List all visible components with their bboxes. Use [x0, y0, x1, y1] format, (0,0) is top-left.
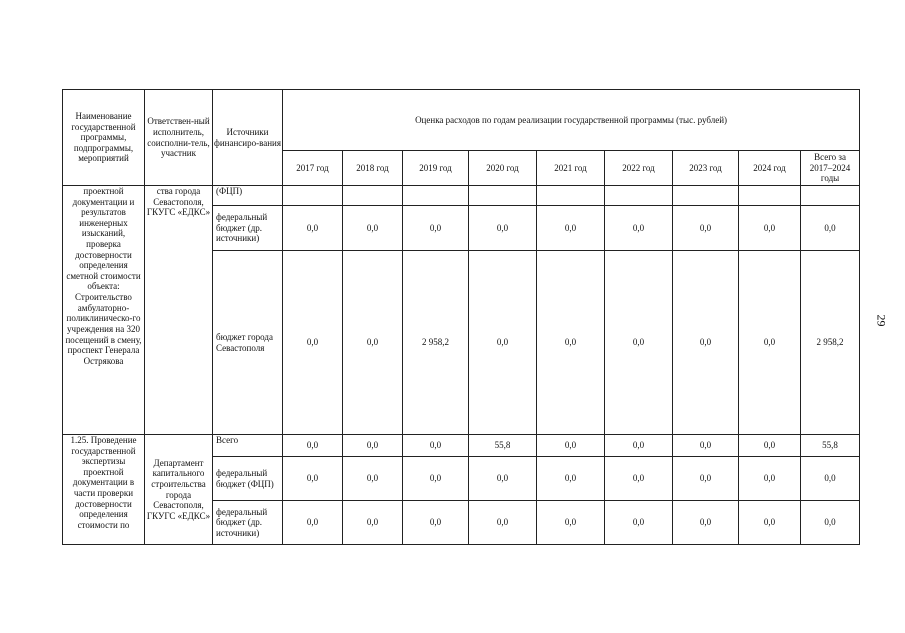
value-cell: 0,0 — [673, 251, 739, 435]
value-cell: 2 958,2 — [403, 251, 469, 435]
source-cell: федеральный бюджет (др. источники) — [213, 206, 283, 251]
value-cell: 0,0 — [537, 501, 605, 545]
value-cell — [801, 186, 860, 206]
source-cell: бюджет города Севастополя — [213, 251, 283, 435]
header-estimate: Оценка расходов по годам реализации государственной программы (тыс. рублей) — [283, 90, 860, 151]
value-cell: 0,0 — [403, 206, 469, 251]
value-cell: 0,0 — [739, 206, 801, 251]
value-cell: 0,0 — [801, 501, 860, 545]
value-cell: 0,0 — [537, 206, 605, 251]
value-cell: 0,0 — [801, 457, 860, 501]
value-cell: 0,0 — [283, 457, 343, 501]
value-cell — [605, 186, 673, 206]
table-row — [63, 435, 860, 457]
header-year: 2022 год — [605, 151, 673, 186]
header-year: 2017 год — [283, 151, 343, 186]
value-cell: 55,8 — [469, 435, 537, 457]
source-cell: (ФЦП) — [213, 186, 283, 206]
header-year: 2019 год — [403, 151, 469, 186]
value-cell: 0,0 — [537, 457, 605, 501]
value-cell: 0,0 — [537, 435, 605, 457]
value-cell: 0,0 — [283, 435, 343, 457]
value-cell: 0,0 — [739, 501, 801, 545]
value-cell: 0,0 — [469, 457, 537, 501]
header-responsible: Ответствен-ный исполнитель, соисполни-тель, участник — [145, 90, 213, 186]
page-number: 29 — [874, 314, 889, 327]
value-cell: 2 958,2 — [801, 251, 860, 435]
activity-name-cell: проектной документации и результатов инженерных изысканий, проверка достоверности определения сметной стоимости объекта: Строительство амбулаторно-поликлиническо-го учреждения на 320 посещений в смену, проспект Генерала Острякова — [63, 186, 145, 435]
value-cell: 0,0 — [739, 435, 801, 457]
source-cell: Всего — [213, 435, 283, 457]
value-cell: 0,0 — [343, 435, 403, 457]
value-cell — [673, 186, 739, 206]
value-cell: 0,0 — [283, 251, 343, 435]
value-cell: 0,0 — [469, 501, 537, 545]
value-cell — [739, 186, 801, 206]
value-cell: 0,0 — [343, 457, 403, 501]
value-cell: 0,0 — [283, 206, 343, 251]
header-year: 2020 год — [469, 151, 537, 186]
value-cell: 0,0 — [343, 206, 403, 251]
header-year: 2024 год — [739, 151, 801, 186]
value-cell: 0,0 — [469, 251, 537, 435]
value-cell: 0,0 — [605, 206, 673, 251]
header-year: 2023 год — [673, 151, 739, 186]
value-cell: 0,0 — [673, 501, 739, 545]
header-year: 2021 год — [537, 151, 605, 186]
source-cell: федеральный бюджет (др. источники) — [213, 501, 283, 545]
value-cell: 0,0 — [403, 501, 469, 545]
value-cell: 0,0 — [673, 435, 739, 457]
value-cell: 55,8 — [801, 435, 860, 457]
value-cell: 0,0 — [403, 435, 469, 457]
activity-name-cell: 1.25. Проведение государственной экспертизы проектной документации в части проверки достоверности определения стоимости по — [63, 435, 145, 545]
value-cell: 0,0 — [673, 206, 739, 251]
value-cell: 0,0 — [403, 457, 469, 501]
value-cell: 0,0 — [605, 251, 673, 435]
value-cell: 0,0 — [605, 501, 673, 545]
value-cell — [403, 186, 469, 206]
header-name: Наименование государственной программы, подпрограммы, мероприятий — [63, 90, 145, 186]
header-year-total: Всего за 2017–2024 годы — [801, 151, 860, 186]
value-cell: 0,0 — [283, 501, 343, 545]
value-cell — [283, 186, 343, 206]
value-cell: 0,0 — [469, 206, 537, 251]
value-cell: 0,0 — [739, 251, 801, 435]
value-cell: 0,0 — [673, 457, 739, 501]
value-cell: 0,0 — [343, 251, 403, 435]
value-cell — [469, 186, 537, 206]
value-cell: 0,0 — [343, 501, 403, 545]
header-year: 2018 год — [343, 151, 403, 186]
source-cell: федеральный бюджет (ФЦП) — [213, 457, 283, 501]
header-row-1 — [63, 90, 860, 151]
budget-table — [62, 89, 860, 545]
value-cell: 0,0 — [801, 206, 860, 251]
responsible-cell: ства города Севастополя, ГКУГС «ЕДКС» — [145, 186, 213, 435]
value-cell: 0,0 — [739, 457, 801, 501]
responsible-cell: Департамент капитального строительства города Севастополя, ГКУГС «ЕДКС» — [145, 435, 213, 545]
value-cell: 0,0 — [605, 435, 673, 457]
table-row — [63, 186, 860, 206]
value-cell — [537, 186, 605, 206]
value-cell: 0,0 — [605, 457, 673, 501]
header-source: Источники финансиро-вания — [213, 90, 283, 186]
value-cell — [343, 186, 403, 206]
value-cell: 0,0 — [537, 251, 605, 435]
